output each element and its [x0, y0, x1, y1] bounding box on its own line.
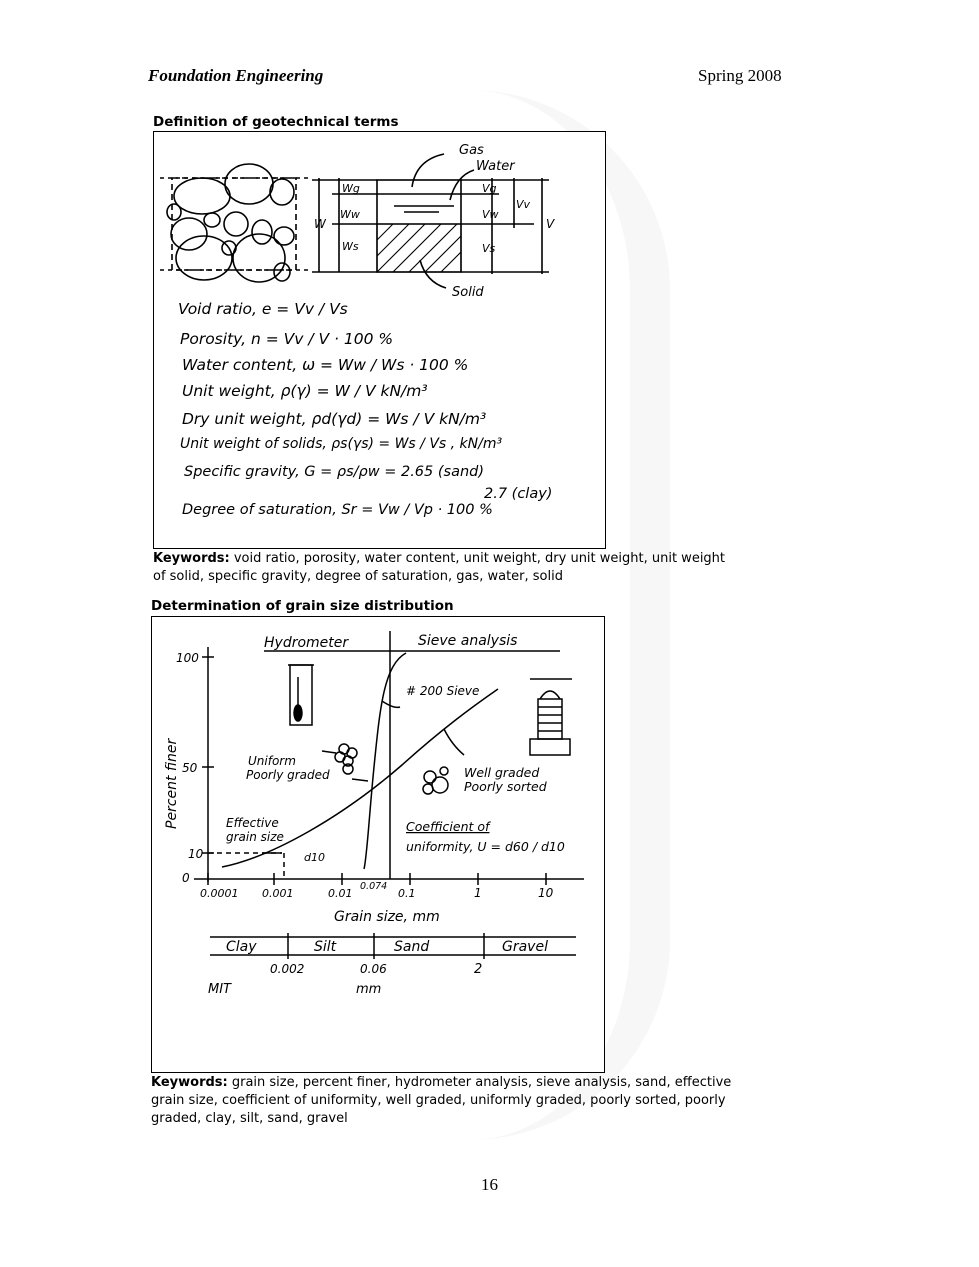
class-silt: Silt	[314, 939, 337, 955]
formula-unit-weight: Unit weight, ρ(γ) = W / V kN/m³	[182, 382, 428, 400]
label-gas: Gas	[459, 143, 484, 158]
formula-unit-weight-solids: Unit weight of solids, ρs(γs) = Ws / Vs , kN/m³	[180, 436, 503, 452]
class-gravel: Gravel	[502, 939, 548, 955]
label-vs: Vs	[482, 242, 496, 255]
header-course-title: Foundation Engineering	[148, 66, 324, 85]
section-title-grain-size: Determination of grain size distribution	[151, 598, 454, 614]
keywords-section2	[151, 1074, 731, 1128]
figure-grain-size-distribution	[151, 616, 605, 1073]
label-vg: Vg	[482, 182, 497, 195]
label-well-graded: Well graded	[464, 765, 540, 780]
section-title-geotechnical-terms: Definition of geotechnical terms	[153, 114, 399, 130]
header-term: Spring 2008	[698, 66, 782, 85]
keywords2-text-line2: grain size, coefficient of uniformity, well graded, uniformly graded, poorly sorted, poorly	[151, 1093, 726, 1108]
x-axis-label: Grain size, mm	[334, 909, 440, 925]
label-v: V	[546, 217, 555, 231]
figure-phase-diagram	[153, 131, 606, 549]
x-tick-0074: 0.074	[360, 881, 388, 892]
label-mm: mm	[356, 982, 382, 997]
label-d10: d10	[304, 851, 325, 864]
label-hydrometer: Hydrometer	[264, 635, 349, 651]
label-solid: Solid	[452, 285, 484, 300]
formula-degree-of-saturation: Degree of saturation, Sr = Vw / Vp · 100 %	[182, 502, 493, 518]
label-uniformity: uniformity, U = d60 / d10	[406, 839, 565, 854]
y-tick-10: 10	[188, 847, 204, 861]
uniform-curve	[364, 653, 406, 869]
keywords2-text-line3: graded, clay, silt, sand, gravel	[151, 1111, 348, 1126]
bound-006: 0.06	[360, 962, 387, 976]
keywords2-text-line1: grain size, percent finer, hydrometer analysis, sieve analysis, sand, effective	[227, 1075, 732, 1090]
formula-water-content: Water content, ω = Ww / Ws · 100 %	[182, 356, 469, 374]
y-tick-100: 100	[176, 651, 199, 665]
soil-particles	[167, 164, 294, 282]
label-sieve-200: # 200 Sieve	[406, 684, 480, 698]
formula-specific-gravity-clay: 2.7 (clay)	[484, 486, 553, 502]
label-poorly-sorted: Poorly sorted	[464, 779, 547, 794]
keywords-label-2: Keywords:	[151, 1075, 228, 1090]
x-tick-0001b: 0.001	[262, 887, 294, 900]
x-tick-001: 0.01	[328, 887, 353, 900]
label-vw: Vw	[482, 208, 499, 221]
x-tick-01: 0.1	[398, 887, 416, 900]
class-sand: Sand	[394, 939, 430, 955]
label-wg: Wg	[342, 182, 360, 195]
keywords-text-line2: of solid, specific gravity, degree of saturation, gas, water, solid	[153, 569, 563, 584]
keywords-text-line1: void ratio, porosity, water content, unit weight, dry unit weight, unit weight	[229, 551, 726, 566]
page-number: 16	[481, 1175, 498, 1194]
label-coefficient-of: Coefficient of	[406, 819, 490, 834]
grain-size-svg	[152, 617, 606, 1074]
label-uniform: Uniform	[248, 754, 296, 768]
formula-dry-unit-weight: Dry unit weight, ρd(γd) = Ws / V kN/m³	[182, 410, 487, 428]
label-mit: MIT	[208, 982, 231, 997]
label-effective: Effective	[226, 816, 279, 830]
label-ww: Ww	[340, 208, 360, 221]
label-ws: Ws	[342, 240, 359, 253]
bound-0002: 0.002	[270, 962, 305, 976]
label-water: Water	[476, 159, 515, 174]
phase-diagram-svg	[154, 132, 607, 550]
class-clay: Clay	[226, 939, 257, 955]
formula-porosity: Porosity, n = Vv / V · 100 %	[180, 330, 394, 348]
x-tick-0001: 0.0001	[200, 887, 239, 900]
y-tick-0: 0	[182, 871, 190, 885]
label-grain-size-effective: grain size	[226, 830, 284, 844]
x-tick-1: 1	[474, 886, 482, 900]
bound-2: 2	[474, 962, 483, 977]
formula-void-ratio: Void ratio, e = Vv / Vs	[178, 300, 348, 318]
label-w: W	[314, 217, 326, 231]
y-tick-50: 50	[182, 761, 198, 775]
label-vv: Vv	[516, 198, 531, 211]
x-tick-10: 10	[538, 886, 554, 900]
formula-specific-gravity: Specific gravity, G = ρs/ρw = 2.65 (sand)	[184, 464, 485, 480]
y-axis-label: Percent finer	[164, 738, 180, 829]
label-sieve-analysis: Sieve analysis	[418, 633, 518, 649]
keywords-label: Keywords:	[153, 551, 230, 566]
keywords-section1	[153, 550, 725, 586]
label-poorly-graded: Poorly graded	[246, 768, 330, 782]
